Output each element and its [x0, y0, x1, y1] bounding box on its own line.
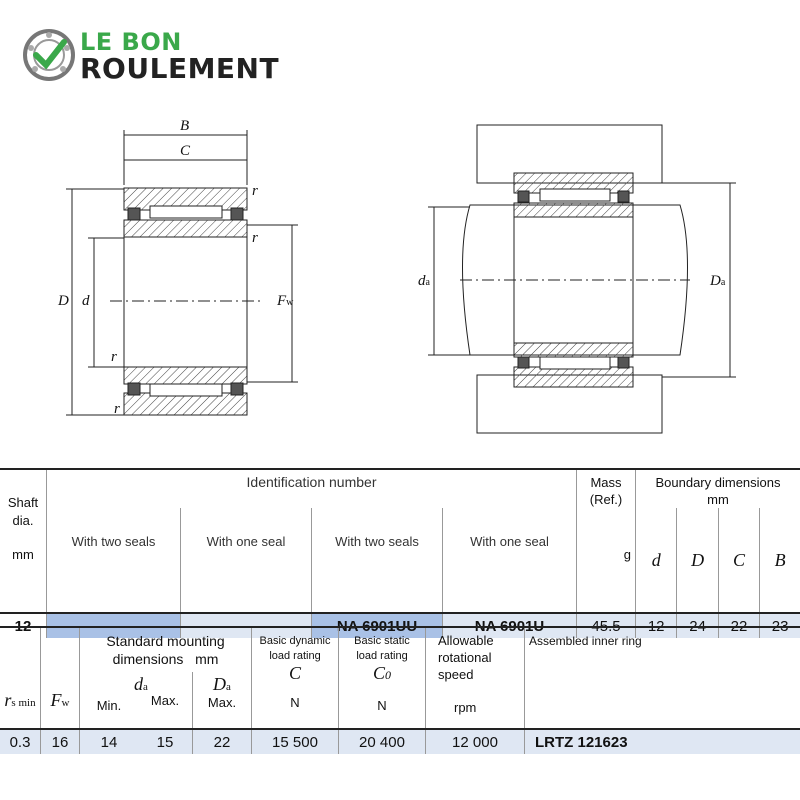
dim-B-label: B	[180, 118, 190, 134]
col-one-seal-a: With one seal	[181, 508, 312, 613]
bearing-check-icon	[22, 28, 76, 82]
shaft-header: Shaft dia. mm	[7, 495, 39, 562]
table-row: 12 — — NA 6901UU NA 6901U 45.5 12 24 22 23	[0, 613, 800, 638]
bearing-drawing	[0, 105, 800, 445]
dim-da-label: da	[418, 273, 430, 289]
col-two-seals-b: With two seals	[312, 508, 443, 613]
dim-Da-label: Da	[710, 273, 726, 289]
dim-C-header: C	[718, 508, 759, 613]
dim-B-header: B	[760, 508, 800, 613]
dim-D-label: D	[58, 293, 69, 309]
mounting-table	[0, 626, 800, 754]
rs-header: rs min	[4, 690, 36, 710]
da-max-header: da Max.	[134, 674, 180, 708]
da-min-header: Min.	[80, 672, 139, 729]
r-label-4: r	[114, 401, 120, 417]
dim-d-label: d	[82, 293, 90, 309]
r-label-1: r	[252, 183, 258, 199]
fw-header: Fw	[41, 627, 80, 729]
dim-C-label: C	[180, 143, 191, 159]
r-label-3: r	[111, 349, 117, 365]
dim-d-header: d	[636, 508, 677, 613]
mass-header: Mass (Ref.) g	[577, 469, 636, 613]
boundary-header: Boundary dimensions mm	[636, 469, 800, 508]
dim-D-header: D	[677, 508, 718, 613]
static-rating-header: Basic static load rating C0 N	[339, 627, 426, 729]
dynamic-rating-header: Basic dynamic load rating C N	[252, 627, 339, 729]
ident-header: Identification number	[47, 469, 577, 508]
logo-line1: LE BON	[80, 28, 182, 56]
speed-header: Allowable rotational speed rpm	[426, 627, 525, 729]
col-one-seal-b: With one seal	[443, 508, 577, 613]
brand-logo	[22, 26, 312, 86]
r-label-2: r	[252, 230, 258, 246]
mounting-header: Standard mounting dimensions mm	[80, 627, 252, 672]
table-row: 0.3 16 14 15 22 15 500 20 400 12 000 LRTZ 121623	[0, 729, 800, 754]
identification-table	[0, 468, 800, 638]
inner-ring-header: Assembled inner ring	[525, 627, 800, 729]
col-two-seals-a: With two seals	[47, 508, 181, 613]
Da-max-header: Da Max.	[193, 672, 252, 729]
dim-Fw-label: Fw	[277, 293, 294, 309]
logo-line2: ROULEMENT	[80, 52, 280, 85]
